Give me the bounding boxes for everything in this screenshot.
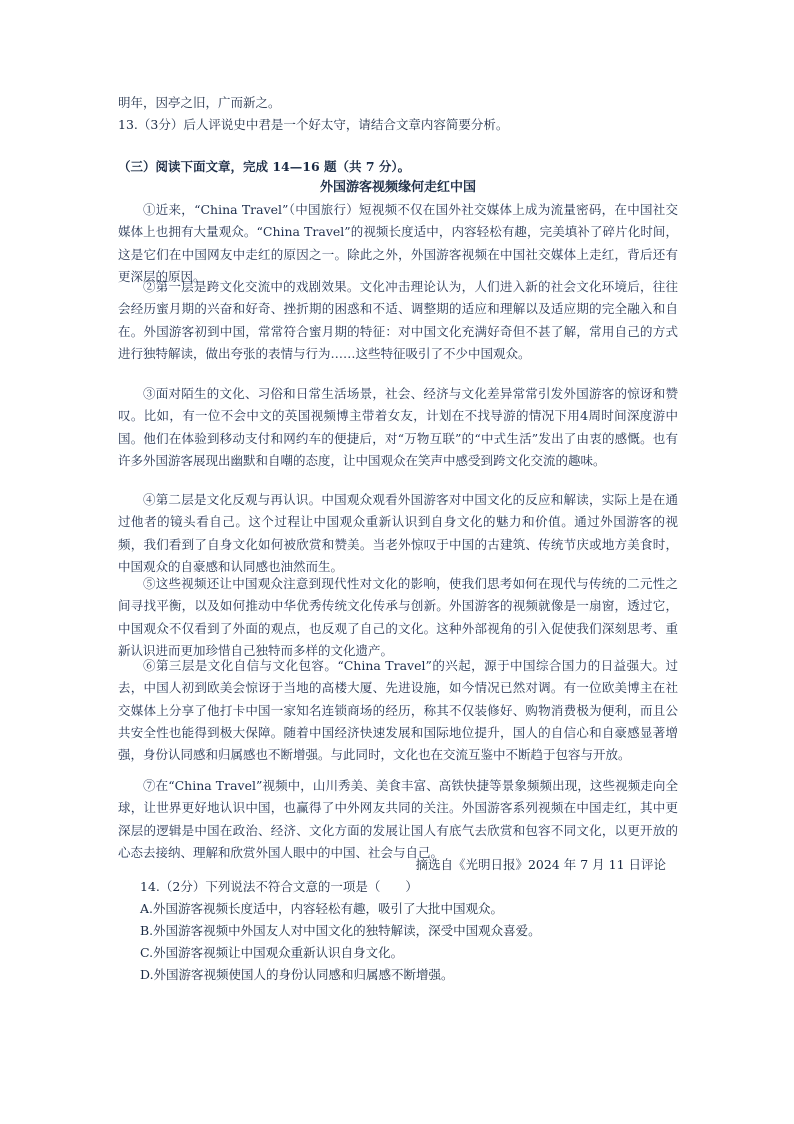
paragraph-5: ⑤这些视频还让中国观众注意到现代性对文化的影响，使我们思考如何在现代与传统的二元性之间寻找平衡，以及如何推动中华优秀传统文化传承与创新。外国游客的视频就像是一扇窗，透过它，中国观众不仅看到了外面的观点，也反观了自己的文化。这种外部视角的引入促使我们深刻思考、重新认识进而更加珍惜自己独特而多样的文化遗产。 (118, 576, 678, 658)
paragraph-4: ④第二层是文化反观与再认识。中国观众观看外国游客对中国文化的反应和解读，实际上是在通过他者的镜头看自己。这个过程让中国观众重新认识到自身文化的魅力和价值。通过外国游客的视频，我们看到了自身文化如何被欣赏和赞美。当老外惊叹于中国的古建筑、传统节庆或地方美食时，中国观众的自豪感和认同感也油然而生。 (118, 492, 678, 574)
previous-passage-tail: 明年，因亭之旧，广而新之。 (118, 95, 281, 110)
paragraph-2: ②第一层是跨文化交流中的戏剧效果。文化冲击理论认为，人们进入新的社会文化环境后，往往会经历蜜月期的兴奋和好奇、挫折期的困惑和不适、调整期的适应和理解以及适应期的完全融入和自在。外国游客初到中国，常常符合蜜月期的特征：对中国文化充满好奇但不甚了解，常用自己的方式进行独特解读，做出夸张的表情与行为……这些特征吸引了不少中国观众。 (118, 279, 678, 361)
paragraph-1: ①近来，“China Travel”（中国旅行）短视频不仅在国外社交媒体上成为流量密码，在中国社交媒体上也拥有大量观众。“China Travel”的视频长度适中，内容轻松有趣，完美填补了碎片化时间，这是它们在中国网友中走红的原因之一。除此之外，外国游客视频在中国社交媒体上走红，背后还有更深层的原因。 (118, 202, 678, 284)
paragraph-7: ⑦在“China Travel”视频中，山川秀美、美食丰富、高铁快捷等景象频频出现，这些视频走向全球，让世界更好地认识中国，也赢得了中外网友共同的关注。外国游客系列视频在中国走红，其中更深层的逻辑是中国在政治、经济、文化方面的发展让国人有底气去欣赏和包容不同文化，以更开放的心态去接纳、理解和欣赏外国人眼中的中国、社会与自己。 (118, 778, 678, 860)
option-b: B.外国游客视频中外国友人对中国文化的独特解读，深受中国观众喜爱。 (140, 923, 541, 938)
question-13: 13.（3分）后人评说史中君是一个好太守，请结合文章内容简要分析。 (118, 117, 509, 132)
option-c: C.外国游客视频让中国观众重新认识自身文化。 (140, 945, 404, 960)
paragraph-6: ⑥第三层是文化自信与文化包容。“China Travel”的兴起，源于中国综合国力的日益强大。过去，中国人初到欧美会惊讶于当地的高楼大厦、先进设施，如今情况已然对调。有一位欧美博主在社交媒体上分享了他打卡中国一家知名连锁商场的经历，称其不仅装修好、购物消费极为便利，而且公共安全性也能得到极大保障。随着中国经济快速发展和国际地位提升，国人的自信心和自豪感显著增强，身份认同感和归属感也不断增强。与此同时，文化也在交流互鉴中不断趋于包容与开放。 (118, 658, 678, 763)
article-title: 外国游客视频缘何走红中国 (319, 180, 476, 195)
section-header: （三）阅读下面文章，完成 14—16 题（共 7 分）。 (118, 159, 411, 174)
paragraph-3: ③面对陌生的文化、习俗和日常生活场景，社会、经济与文化差异常常引发外国游客的惊讶和赞叹。比如，有一位不会中文的英国视频博主带着女友，计划在不找导游的情况下用4周时间深度游中国。他们在体验到移动支付和网约车的便捷后，对“万物互联”的“中式生活”发出了由衷的感慨。也有许多外国游客展现出幽默和自嘲的态度，让中国观众在笑声中感受到跨文化交流的趣味。 (118, 386, 678, 468)
article-source: 摘选自《光明日报》2024 年 7 月 11 日评论 (415, 857, 666, 872)
question-14-stem: 14.（2分）下列说法不符合文意的一项是（ ） (140, 879, 418, 894)
option-a: A.外国游客视频长度适中，内容轻松有趣，吸引了大批中国观众。 (140, 901, 504, 916)
option-d: D.外国游客视频使国人的身份认同感和归属感不断增强。 (140, 967, 454, 982)
